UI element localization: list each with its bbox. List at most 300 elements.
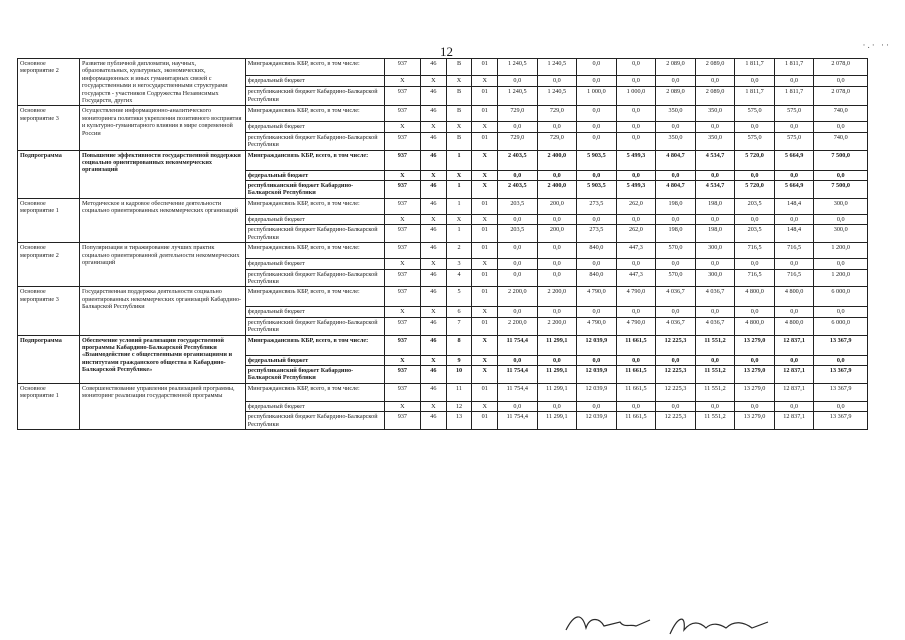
section-type: Основное мероприятие 3 (18, 287, 80, 335)
funding-source: Минграждансвязь КБР, всего, в том числе: (245, 106, 384, 122)
value-cell: 11 551,2 (695, 383, 735, 401)
value-cell: 0,0 (577, 122, 617, 132)
value-cell: 12 039,9 (577, 412, 617, 430)
value-cell: 937 (384, 269, 420, 287)
value-cell: 11 661,5 (616, 335, 656, 355)
value-cell: 1 (446, 198, 472, 214)
value-cell: 0,0 (577, 401, 617, 411)
value-cell: 5 (446, 287, 472, 307)
value-cell: X (472, 76, 498, 87)
value-cell: 4 800,0 (774, 287, 814, 307)
value-cell: 01 (472, 412, 498, 430)
value-cell: 937 (384, 225, 420, 243)
value-cell: 0,0 (616, 170, 656, 180)
value-cell: X (421, 401, 447, 411)
value-cell: 11 754,4 (498, 383, 538, 401)
value-cell: 1 000,0 (616, 87, 656, 106)
value-cell: 01 (472, 287, 498, 307)
value-cell: 2 078,0 (814, 87, 868, 106)
value-cell: 5 720,0 (735, 181, 775, 199)
value-cell: 46 (421, 243, 447, 259)
value-cell: 716,5 (735, 243, 775, 259)
value-cell: 0,0 (774, 76, 814, 87)
value-cell: 937 (384, 412, 420, 430)
value-cell: X (472, 401, 498, 411)
value-cell: 0,0 (656, 170, 696, 180)
value-cell: 937 (384, 59, 420, 76)
value-cell: 2 078,0 (814, 59, 868, 76)
value-cell: 575,0 (774, 132, 814, 150)
value-cell: 0,0 (656, 214, 696, 224)
value-cell: 0,0 (735, 401, 775, 411)
value-cell: 300,0 (695, 243, 735, 259)
value-cell: 0,0 (814, 214, 868, 224)
section-type: Основное мероприятие 2 (18, 243, 80, 287)
value-cell: 0,0 (577, 259, 617, 269)
section-name: Повышение эффективности государственной поддержки социально ориентированных некоммерческих организаций (80, 150, 246, 198)
value-cell: 273,5 (577, 225, 617, 243)
value-cell: 11 299,1 (537, 383, 577, 401)
value-cell: 0,0 (537, 307, 577, 317)
value-cell: X (472, 181, 498, 199)
value-cell: 12 837,1 (774, 365, 814, 383)
value-cell: 0,0 (616, 59, 656, 76)
value-cell: 937 (384, 198, 420, 214)
value-cell: 12 039,9 (577, 383, 617, 401)
value-cell: 46 (421, 412, 447, 430)
funding-source: федеральный бюджет (245, 307, 384, 317)
value-cell: 01 (472, 225, 498, 243)
value-cell: 0,0 (774, 259, 814, 269)
value-cell: X (421, 170, 447, 180)
value-cell: 2 200,0 (537, 317, 577, 335)
section-name: Развитие публичной дипломатии, научных, образовательных, культурных, экономических, информационных и иных гуманитарных связей с государственными и негосударственными структурами государств - участников Содружества Независимых Государств, других (80, 59, 246, 106)
value-cell: 4 790,0 (616, 287, 656, 307)
value-cell: 937 (384, 287, 420, 307)
value-cell: 2 200,0 (537, 287, 577, 307)
value-cell: 4 036,7 (695, 317, 735, 335)
value-cell: 937 (384, 365, 420, 383)
value-cell: 12 039,9 (577, 365, 617, 383)
value-cell: 01 (472, 106, 498, 122)
value-cell: 203,5 (735, 198, 775, 214)
value-cell: 447,3 (616, 243, 656, 259)
value-cell: 300,0 (814, 198, 868, 214)
value-cell: 2 200,0 (498, 287, 538, 307)
value-cell: 0,0 (616, 259, 656, 269)
value-cell: 4 790,0 (577, 287, 617, 307)
value-cell: 5 499,3 (616, 181, 656, 199)
value-cell: 13 279,0 (735, 412, 775, 430)
value-cell: 0,0 (616, 76, 656, 87)
value-cell: 0,0 (616, 401, 656, 411)
value-cell: 0,0 (735, 214, 775, 224)
value-cell: 273,5 (577, 198, 617, 214)
value-cell: 12 837,1 (774, 383, 814, 401)
value-cell: 2 403,5 (498, 150, 538, 170)
value-cell: 13 (446, 412, 472, 430)
value-cell: X (472, 355, 498, 365)
value-cell: 937 (384, 132, 420, 150)
value-cell: 937 (384, 243, 420, 259)
value-cell: 46 (421, 335, 447, 355)
value-cell: X (446, 214, 472, 224)
table-row (18, 59, 868, 76)
value-cell: 46 (421, 150, 447, 170)
value-cell: 13 367,9 (814, 412, 868, 430)
value-cell: 1 240,5 (498, 87, 538, 106)
value-cell: 0,0 (537, 214, 577, 224)
value-cell: 203,5 (498, 225, 538, 243)
value-cell: 937 (384, 181, 420, 199)
value-cell: 13 367,9 (814, 335, 868, 355)
value-cell: 46 (421, 132, 447, 150)
value-cell: X (421, 214, 447, 224)
page-number: 12 (440, 44, 453, 59)
value-cell: 46 (421, 87, 447, 106)
value-cell: 0,0 (774, 355, 814, 365)
funding-source: Минграждансвязь КБР, всего, в том числе: (245, 243, 384, 259)
value-cell: 7 500,0 (814, 181, 868, 199)
value-cell: 0,0 (695, 214, 735, 224)
section-type: Основное мероприятие 3 (18, 106, 80, 150)
funding-source: Минграждансвязь КБР, всего, в том числе: (245, 198, 384, 214)
value-cell: X (384, 76, 420, 87)
section-name: Осуществление информационно-аналитического мониторинга политики укрепления позитивного восприятия и культурно-гуманитарного влияния в мире современной России (80, 106, 246, 150)
value-cell: 0,0 (537, 243, 577, 259)
value-cell: 0,0 (656, 122, 696, 132)
value-cell: 46 (421, 383, 447, 401)
value-cell: 0,0 (616, 106, 656, 122)
value-cell: 4 800,0 (774, 317, 814, 335)
value-cell: 46 (421, 198, 447, 214)
value-cell: 2 089,0 (656, 59, 696, 76)
value-cell: 0,0 (695, 307, 735, 317)
value-cell: 11 299,1 (537, 412, 577, 430)
value-cell: X (472, 150, 498, 170)
value-cell: 0,0 (656, 401, 696, 411)
value-cell: 46 (421, 59, 447, 76)
value-cell: X (446, 76, 472, 87)
value-cell: 2 200,0 (498, 317, 538, 335)
value-cell: 4 804,7 (656, 181, 696, 199)
value-cell: X (384, 170, 420, 180)
value-cell: 13 367,9 (814, 365, 868, 383)
value-cell: 0,0 (735, 307, 775, 317)
value-cell: 11 551,2 (695, 365, 735, 383)
value-cell: 12 837,1 (774, 412, 814, 430)
value-cell: 0,0 (577, 76, 617, 87)
value-cell: 11 (446, 383, 472, 401)
value-cell: 0,0 (537, 259, 577, 269)
value-cell: 11 754,4 (498, 335, 538, 355)
value-cell: 0,0 (616, 307, 656, 317)
value-cell: 0,0 (814, 76, 868, 87)
funding-source: республиканский бюджет Кабардино-Балкарской Республики (245, 412, 384, 430)
value-cell: 575,0 (735, 106, 775, 122)
value-cell: 1 240,5 (537, 59, 577, 76)
value-cell: 740,0 (814, 132, 868, 150)
value-cell: 46 (421, 287, 447, 307)
value-cell: 2 (446, 243, 472, 259)
value-cell: 13 367,9 (814, 383, 868, 401)
value-cell: 11 299,1 (537, 335, 577, 355)
value-cell: 0,0 (695, 76, 735, 87)
value-cell: 300,0 (695, 269, 735, 287)
value-cell: 12 039,9 (577, 335, 617, 355)
value-cell: 729,0 (498, 132, 538, 150)
value-cell: 1 240,5 (498, 59, 538, 76)
value-cell: 01 (472, 243, 498, 259)
value-cell: X (384, 259, 420, 269)
value-cell: 11 661,5 (616, 383, 656, 401)
value-cell: В (446, 59, 472, 76)
value-cell: 11 551,2 (695, 412, 735, 430)
value-cell: 4 036,7 (656, 317, 696, 335)
value-cell: 1 000,0 (577, 87, 617, 106)
value-cell: 0,0 (814, 401, 868, 411)
value-cell: 716,5 (735, 269, 775, 287)
value-cell: 0,0 (814, 259, 868, 269)
section-type: Подпрограмма (18, 335, 80, 383)
value-cell: 0,0 (735, 122, 775, 132)
value-cell: 0,0 (735, 259, 775, 269)
value-cell: 8 (446, 335, 472, 355)
value-cell: X (384, 307, 420, 317)
value-cell: 13 279,0 (735, 365, 775, 383)
value-cell: 11 551,2 (695, 335, 735, 355)
value-cell: 937 (384, 87, 420, 106)
value-cell: 0,0 (774, 214, 814, 224)
value-cell: 0,0 (577, 355, 617, 365)
value-cell: 0,0 (656, 259, 696, 269)
funding-source: республиканский бюджет Кабардино-Балкарской Республики (245, 87, 384, 106)
funding-source: Минграждансвязь КБР, всего, в том числе: (245, 287, 384, 307)
value-cell: 2 089,0 (656, 87, 696, 106)
value-cell: 198,0 (656, 225, 696, 243)
value-cell: 0,0 (498, 259, 538, 269)
value-cell: 0,0 (498, 401, 538, 411)
value-cell: 350,0 (656, 132, 696, 150)
value-cell: 01 (472, 59, 498, 76)
funding-source: федеральный бюджет (245, 170, 384, 180)
value-cell: 1 (446, 150, 472, 170)
funding-source: республиканский бюджет Кабардино-Балкарской Республики (245, 269, 384, 287)
value-cell: 0,0 (735, 355, 775, 365)
section-name: Популяризация и тиражирование лучших практик социально ориентированной деятельности некоммерческих организаций (80, 243, 246, 287)
value-cell: 1 (446, 181, 472, 199)
value-cell: 0,0 (577, 106, 617, 122)
value-cell: 13 279,0 (735, 335, 775, 355)
section-name: Государственная поддержка деятельности социально ориентированных некоммерческих организаций Кабардино-Балкарской Республики (80, 287, 246, 335)
value-cell: 12 225,3 (656, 335, 696, 355)
value-cell: В (446, 106, 472, 122)
value-cell: 5 720,0 (735, 150, 775, 170)
section-name: Обеспечение условий реализации государственной программы Кабардино-Балкарской Республики «Взаимодействие с общественными организациями и институтами гражданского общества в Кабардино-Балкарской Республике» (80, 335, 246, 383)
value-cell: 300,0 (814, 225, 868, 243)
value-cell: 0,0 (774, 307, 814, 317)
value-cell: 840,0 (577, 243, 617, 259)
value-cell: 01 (472, 317, 498, 335)
value-cell: 4 534,7 (695, 181, 735, 199)
value-cell: 937 (384, 106, 420, 122)
value-cell: 0,0 (498, 243, 538, 259)
value-cell: 46 (421, 365, 447, 383)
value-cell: 46 (421, 317, 447, 335)
value-cell: 13 279,0 (735, 383, 775, 401)
value-cell: X (472, 214, 498, 224)
section-name: Методическое и кадровое обеспечение деятельности социально ориентированных некоммерческих организаций (80, 198, 246, 242)
funding-source: республиканский бюджет Кабардино-Балкарской Республики (245, 181, 384, 199)
value-cell: 46 (421, 181, 447, 199)
value-cell: 0,0 (537, 76, 577, 87)
value-cell: 937 (384, 383, 420, 401)
value-cell: 2 400,0 (537, 150, 577, 170)
value-cell: 4 (446, 269, 472, 287)
table-row (18, 243, 868, 259)
scan-mark: ·.· ·· (862, 40, 891, 50)
value-cell: 0,0 (498, 122, 538, 132)
value-cell: 203,5 (498, 198, 538, 214)
value-cell: 0,0 (537, 401, 577, 411)
funding-source: Минграждансвязь КБР, всего, в том числе: (245, 59, 384, 76)
value-cell: X (446, 170, 472, 180)
value-cell: 46 (421, 106, 447, 122)
funding-source: федеральный бюджет (245, 259, 384, 269)
value-cell: 3 (446, 259, 472, 269)
value-cell: В (446, 87, 472, 106)
value-cell: 575,0 (774, 106, 814, 122)
value-cell: 0,0 (537, 170, 577, 180)
value-cell: 10 (446, 365, 472, 383)
table-row (18, 150, 868, 170)
value-cell: 2 089,0 (695, 87, 735, 106)
value-cell: 46 (421, 269, 447, 287)
value-cell: 4 534,7 (695, 150, 735, 170)
value-cell: X (472, 170, 498, 180)
value-cell: 0,0 (498, 214, 538, 224)
value-cell: 575,0 (735, 132, 775, 150)
value-cell: 7 (446, 317, 472, 335)
value-cell: 0,0 (656, 307, 696, 317)
value-cell: X (421, 259, 447, 269)
value-cell: 0,0 (498, 170, 538, 180)
value-cell: 350,0 (656, 106, 696, 122)
value-cell: 01 (472, 132, 498, 150)
value-cell: 0,0 (537, 355, 577, 365)
value-cell: 148,4 (774, 225, 814, 243)
value-cell: 5 499,3 (616, 150, 656, 170)
value-cell: 1 200,0 (814, 243, 868, 259)
value-cell: X (446, 122, 472, 132)
value-cell: 200,0 (537, 225, 577, 243)
value-cell: 729,0 (537, 132, 577, 150)
value-cell: 5 664,9 (774, 181, 814, 199)
value-cell: 2 400,0 (537, 181, 577, 199)
value-cell: X (472, 122, 498, 132)
funding-source: республиканский бюджет Кабардино-Балкарской Республики (245, 317, 384, 335)
signature (560, 606, 790, 636)
value-cell: 350,0 (695, 106, 735, 122)
value-cell: X (472, 259, 498, 269)
value-cell: 447,3 (616, 269, 656, 287)
value-cell: 1 200,0 (814, 269, 868, 287)
value-cell: 4 036,7 (656, 287, 696, 307)
value-cell: X (421, 122, 447, 132)
value-cell: 350,0 (695, 132, 735, 150)
value-cell: 1 (446, 225, 472, 243)
value-cell: 1 811,7 (774, 87, 814, 106)
value-cell: 198,0 (656, 198, 696, 214)
value-cell: X (472, 335, 498, 355)
value-cell: 0,0 (656, 355, 696, 365)
value-cell: 1 240,5 (537, 87, 577, 106)
value-cell: 0,0 (656, 76, 696, 87)
funding-source: федеральный бюджет (245, 76, 384, 87)
funding-source: республиканский бюджет Кабардино-Балкарской Республики (245, 225, 384, 243)
value-cell: 0,0 (774, 122, 814, 132)
value-cell: В (446, 132, 472, 150)
value-cell: 570,0 (656, 269, 696, 287)
funding-source: федеральный бюджет (245, 214, 384, 224)
value-cell: 01 (472, 269, 498, 287)
value-cell: 11 661,5 (616, 365, 656, 383)
value-cell: 729,0 (498, 106, 538, 122)
value-cell: 4 790,0 (616, 317, 656, 335)
value-cell: X (472, 307, 498, 317)
value-cell: 4 790,0 (577, 317, 617, 335)
value-cell: 0,0 (695, 170, 735, 180)
funding-source: республиканский бюджет Кабардино-Балкарской Республики (245, 132, 384, 150)
value-cell: 12 225,3 (656, 365, 696, 383)
value-cell: 0,0 (695, 401, 735, 411)
value-cell: 5 903,5 (577, 181, 617, 199)
value-cell: 1 811,7 (735, 59, 775, 76)
value-cell: 937 (384, 335, 420, 355)
value-cell: 4 036,7 (695, 287, 735, 307)
value-cell: X (384, 122, 420, 132)
value-cell: 0,0 (498, 307, 538, 317)
value-cell: 0,0 (498, 269, 538, 287)
value-cell: 5 664,9 (774, 150, 814, 170)
funding-source: федеральный бюджет (245, 122, 384, 132)
value-cell: 0,0 (577, 132, 617, 150)
table-row (18, 106, 868, 122)
value-cell: X (384, 401, 420, 411)
value-cell: 46 (421, 225, 447, 243)
value-cell: 4 800,0 (735, 287, 775, 307)
value-cell: 716,5 (774, 243, 814, 259)
value-cell: 0,0 (814, 122, 868, 132)
value-cell: X (421, 307, 447, 317)
value-cell: 198,0 (695, 198, 735, 214)
value-cell: 12 225,3 (656, 412, 696, 430)
value-cell: 0,0 (695, 122, 735, 132)
value-cell: 6 (446, 307, 472, 317)
value-cell: 11 661,5 (616, 412, 656, 430)
value-cell: 2 403,5 (498, 181, 538, 199)
value-cell: 0,0 (735, 76, 775, 87)
funding-source: федеральный бюджет (245, 401, 384, 411)
value-cell: 12 (446, 401, 472, 411)
value-cell: 01 (472, 383, 498, 401)
value-cell: 0,0 (774, 401, 814, 411)
value-cell: 203,5 (735, 225, 775, 243)
value-cell: 6 000,0 (814, 317, 868, 335)
value-cell: 5 903,5 (577, 150, 617, 170)
section-type: Основное мероприятие 1 (18, 383, 80, 429)
value-cell: 0,0 (814, 170, 868, 180)
